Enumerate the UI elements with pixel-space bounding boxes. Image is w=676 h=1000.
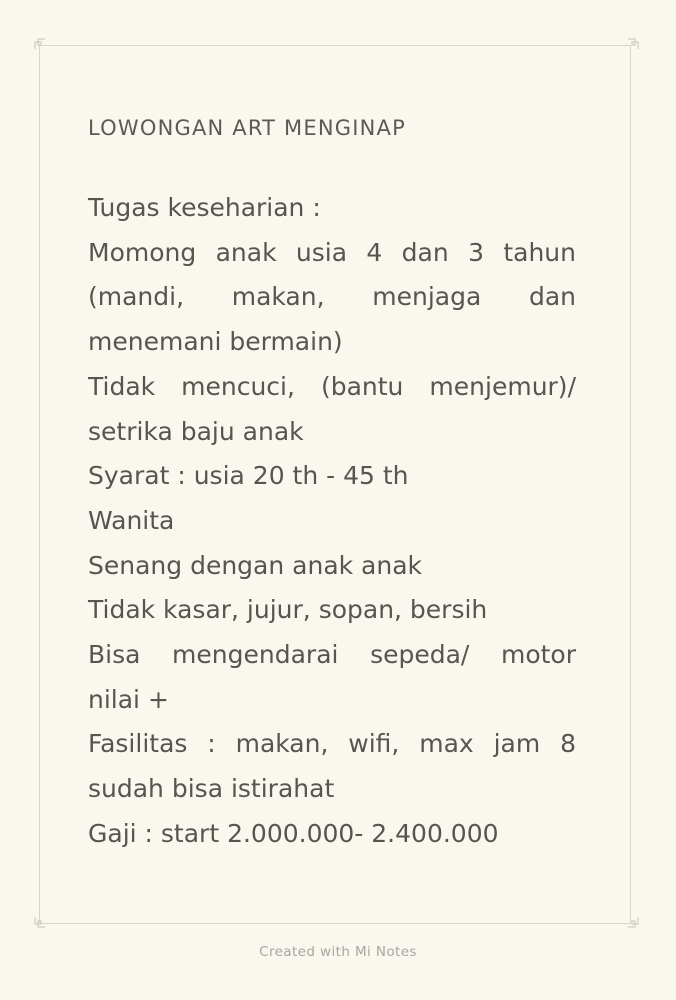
note-line: Bisa mengendarai sepeda/ motor [88, 640, 576, 670]
note-body [88, 186, 576, 857]
footer-credit: Created with Mi Notes [259, 944, 417, 960]
note-line: Wanita [88, 505, 175, 535]
note-line: (mandi, makan, menjaga dan [88, 282, 576, 312]
note-line: menemani bermain) [88, 327, 343, 357]
note-title: LOWONGAN ART MENGINAP [88, 116, 406, 140]
note-line: nilai + [88, 684, 169, 714]
note-line: Tidak mencuci, (bantu menjemur)/ [88, 371, 576, 401]
corner-ornament-icon [34, 916, 46, 928]
corner-ornament-icon [627, 38, 639, 50]
corner-ornament-icon [34, 38, 46, 50]
note-line: Tidak kasar, jujur, sopan, bersih [88, 595, 488, 625]
note-line: Gaji : start 2.000.000- 2.400.000 [88, 818, 499, 848]
note-line: Senang dengan anak anak [88, 550, 423, 580]
note-line: sudah bisa istirahat [88, 774, 335, 804]
note-line: Tugas keseharian : [88, 193, 321, 222]
note-line: setrika baju anak [88, 416, 304, 446]
corner-ornament-icon [627, 916, 639, 928]
note-line: Momong anak usia 4 dan 3 tahun [88, 237, 576, 267]
note-line: Fasilitas : makan, wifi, max jam 8 [88, 729, 576, 759]
note-line: Syarat : usia 20 th - 45 th [88, 461, 409, 491]
